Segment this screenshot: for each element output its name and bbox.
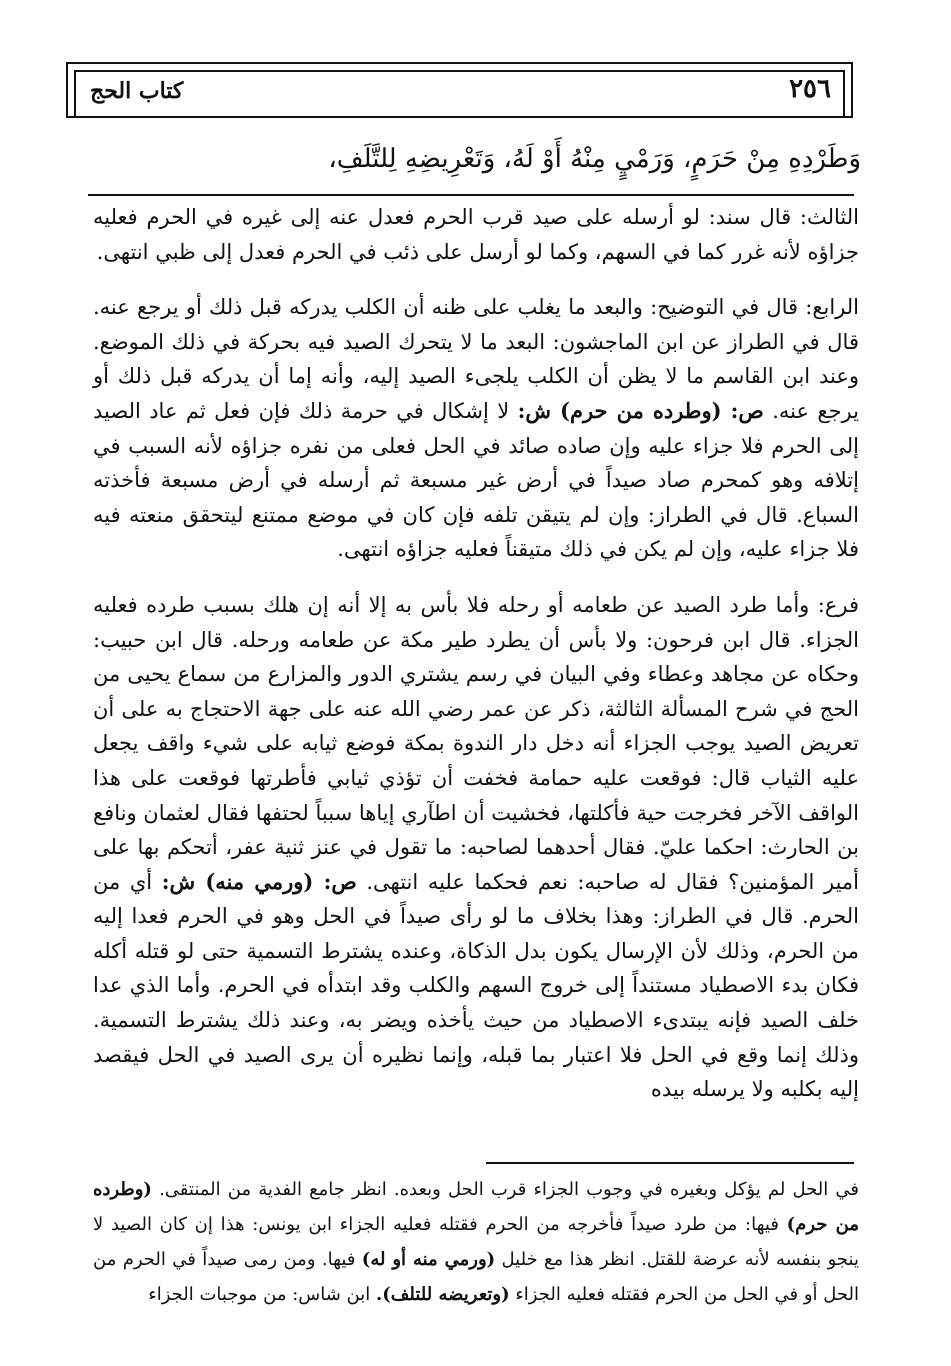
- footnote-part: فيها. ومن رمى صيداً في الحرم من الحل أو في الحل من الحرم فقتله فعليه الجزاء: [93, 1249, 859, 1305]
- paragraph-branch-comment: أي من الحرم. قال في الطراز: وهذا بخلاف ما لو رأى صيداً في الحل وهو في الحرم فعدا إليه من الحرم، وذلك لأن الإرسال يكون بدل الذكاة، وعنده يشترط التسمية حتى لو قتله أكله فكان بدء الاصطياد مستنداً إلى خروج السهم والكلب وقد ابتدأه في الحرم. وأما الذي عدا خلف الصيد فإنه يبتدىء الاصطياد من حيث يأخذه ويضر به، وعند ذلك يشترط التسمية. وذلك إنما وقع في الحل فلا اعتبار بما قبله، وإنما نظيره أن يرى الصيد في الحل فيقصد إليه بكلبه ولا يرسله بيده: [93, 869, 859, 1102]
- page-number: ٢٥٦: [789, 74, 831, 104]
- header-frame: [74, 70, 845, 116]
- footnote-rule: [486, 1162, 854, 1164]
- footnote-part: ابن شاس: من موجبات الجزاء: [148, 1284, 371, 1305]
- paragraph-fourth-text: الرابع: قال في التوضيح: والبعد ما يغلب على ظنه أن الكلب يدركه قبل ذلك أو يرجع عنه. قال في الطراز عن ابن الماجشون: البعد ما لا يتحرك الصيد فيه بحركة في ذلك الموضع. وعند ابن القاسم ما لا يظن أن الكلب يلجىء الصيد إليه، وأنه إما أن يدركه قبل ذلك أو يرجع عنه.: [93, 295, 859, 423]
- footnote-quote: (ورمي منه أو له): [361, 1249, 496, 1270]
- page-header: [66, 62, 853, 118]
- paragraph-branch-text: فرع: وأما طرد الصيد عن طعامه أو رحله فلا بأس به إلا أنه إن هلك بسبب طرده فعليه الجزاء. قال ابن فرحون: ولا بأس أن يطرد طير مكة عن طعامه ورحله. قال ابن حبيب: وحكاه عن مجاهد وعطاء وفي البيان في رسم يشتري الدور والمزارع من سماع يحيى من الحج في شرح المسألة الثالثة، ذكر عن عمر رضي الله عنه على جهة الاحتجاج به على أن تعريض الصيد يوجب الجزاء أنه دخل دار الندوة بمكة فوضع ثيابه على شيء واقف يجعل عليه الثياب قال: فوقعت عليه حمامة فخفت أن تؤذي ثيابي فأطرتها فوقعت على هذا الواقف الآخر فخرجت حية فأكلتها، فخشيت أن اطآري إياها سبباً لحتفها فقال لعثمان ونافع بن الحارث: احكما عليّ. فقال أحدهما لصاحبه: ما تقول في عنز ثنية عفر، أتحكم بها على أمير المؤمنين؟ فقال له صاحبه: نعم فحكما عليه انتهى.: [93, 592, 859, 894]
- paragraph-third: الثالث: قال سند: لو أرسله على صيد قرب الحرم فعدل عنه إلى غيره في الحرم فعليه جزاؤه لأنه غرر كما في السهم، وكما لو أرسل على ذئب في الحرم فعدل إلى ظبي انتهى.: [93, 205, 859, 264]
- book-title: كتاب الحج: [90, 78, 184, 104]
- footnote-part: في الحل لم يؤكل وبغيره في وجوب الجزاء قرب الحل وبعده. انظر جامع الفدية من المنتقى.: [159, 1179, 859, 1200]
- matn-quote: ص: (وطرده من حرم) ش:: [517, 397, 764, 423]
- paragraph-fourth-comment: لا إشكال في حرمة ذلك فإن فعل ثم عاد الصيد إلى الحرم فلا جزاء عليه وإن صاده صائد في الحل فعلى من نفره جزاؤه لأنه السبب في إتلافه وهو كمحرم صاد صيداً في أرض غير مسبعة ثم أرسله في أرض مسبعة فأخذته السباع. قال في الطراز: وإن لم يتيقن تلفه فإن كان في موضع ممتنع ليتحقق منعته فيه فلا جزاء عليه، وإن لم يكن في ذلك متيقناً فعليه جزاؤه انتهى.: [93, 398, 859, 562]
- paragraph-branch: [93, 588, 859, 1107]
- footnote-quote: (وتعريضه للتلف).: [375, 1284, 510, 1305]
- footnote-quote: (وطرده من حرم): [93, 1179, 859, 1235]
- paragraph-fourth: [93, 290, 859, 567]
- commentary-body: [93, 200, 859, 1107]
- footnotes: [93, 1172, 859, 1312]
- separator-rule: [88, 194, 854, 196]
- footnote-text: [93, 1172, 859, 1312]
- matn-quote: ص: (ورمي منه) ش:: [161, 868, 357, 894]
- footnote-part: فيها: من طرد صيداً فأخرجه من الحرم فقتله فعليه الجزاء ابن يونس: هذا إن كان الصيد لا ينجو بنفسه لأنه عرضة للقتل. انظر هذا مع خليل: [93, 1214, 859, 1270]
- matn-text: وَطَرْدِهِ مِنْ حَرَمٍ، وَرَمْيٍ مِنْهُ أَوْ لَهُ، وَتَعْرِيضِهِ لِلتَّلَفِ،: [328, 144, 861, 174]
